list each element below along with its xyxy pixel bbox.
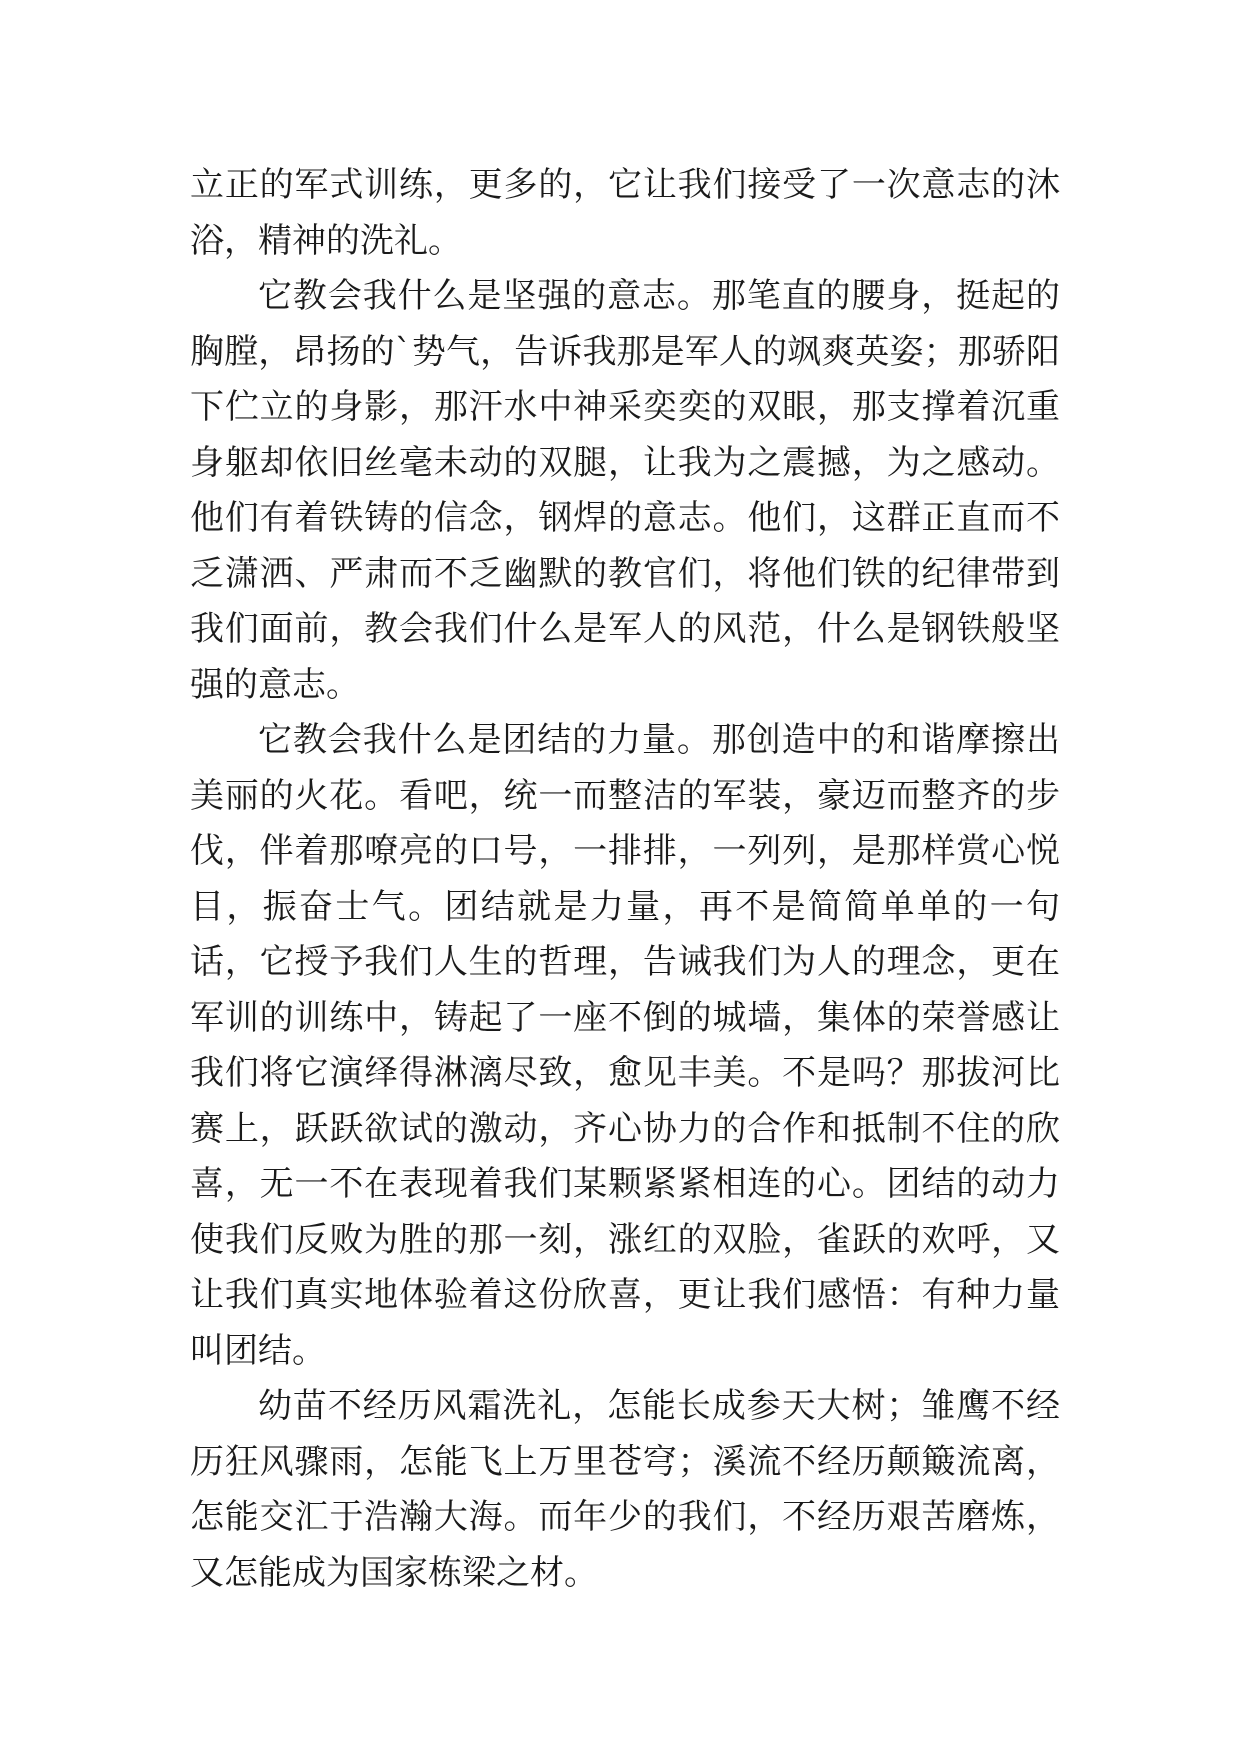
body-text: [190, 158, 1060, 1601]
paragraph-strong-will: 它教会我什么是坚强的意志。那笔直的腰身，挺起的胸膛，昂扬的`势气，告诉我那是军人的飒爽英姿；那骄阳下伫立的身影，那汗水中神采奕奕的双眼，那支撑着沉重身躯却依旧丝毫未动的双腿，让我为之震撼，为之感动。他们有着铁铸的信念，钢焊的意志。他们，这群正直而不乏潇洒、严肃而不乏幽默的教官们，将他们铁的纪律带到我们面前，教会我们什么是军人的风范，什么是钢铁般坚强的意志。: [190, 276, 1060, 705]
paragraph-unity-strength: 它教会我什么是团结的力量。那创造中的和谐摩擦出美丽的火花。看吧，统一而整洁的军装，豪迈而整齐的步伐，伴着那嘹亮的口号，一排排，一列列，是那样赏心悦目，振奋士气。团结就是力量，再不是简简单单的一句话，它授予我们人生的哲理，告诫我们为人的理念，更在军训的训练中，铸起了一座不倒的城墙，集体的荣誉感让我们将它演绎得淋漓尽致，愈见丰美。不是吗？那拔河比赛上，跃跃欲试的激动，齐心协力的合作和抵制不住的欣喜，无一不在表现着我们某颗紧紧相连的心。团结的动力使我们反败为胜的那一刻，涨红的双脸，雀跃的欢呼，又让我们真实地体验着这份欣喜，更让我们感悟：有种力量叫团结。: [190, 720, 1060, 1371]
paragraph-conclusion: 幼苗不经历风霜洗礼，怎能长成参天大树；雏鹰不经历狂风骤雨，怎能飞上万里苍穹；溪流不经历颠簸流离，怎能交汇于浩瀚大海。而年少的我们，不经历艰苦磨炼，又怎能成为国家栋梁之材。: [190, 1386, 1060, 1593]
paragraph-continued: 立正的军式训练，更多的，它让我们接受了一次意志的沐浴，精神的洗礼。: [190, 165, 1060, 261]
